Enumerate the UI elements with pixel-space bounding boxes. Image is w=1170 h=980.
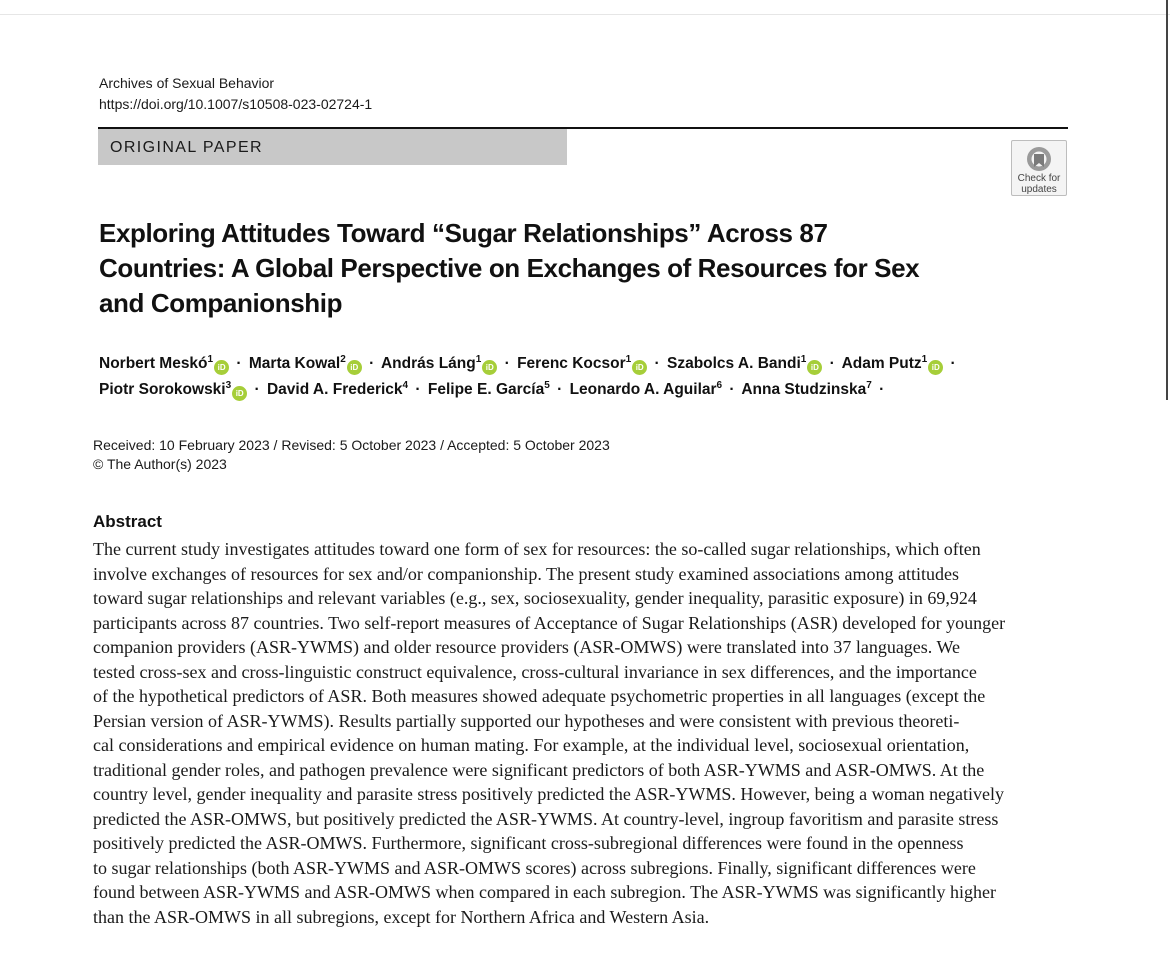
- author-separator: ·: [236, 355, 242, 372]
- doi-link[interactable]: https://doi.org/10.1007/s10508-023-02724-1: [99, 96, 373, 112]
- author[interactable]: Ferenc Kocsor$^1$iD: [517, 355, 647, 372]
- abstract-line: toward sugar relationships and relevant variables (e.g., sex, sociosexuality, gender inequality, parasitic exposure) in 69,924: [93, 588, 977, 608]
- journal-info: [99, 73, 372, 115]
- author-separator: ·: [829, 355, 835, 372]
- journal-name: Archives of Sexual Behavior: [99, 75, 275, 91]
- abstract-line: traditional gender roles, and pathogen prevalence were significant predictors of both ASR-YWMS and ASR-OMWS. At the: [93, 759, 985, 780]
- paper-title: [99, 216, 999, 321]
- abstract-line: to sugar relationships (both ASR-YWMS and ASR-OMWS scores) across subregions. Finally, significant differences were: [93, 857, 976, 878]
- orcid-icon[interactable]: iD: [807, 360, 822, 375]
- abstract-body: [93, 537, 1073, 929]
- abstract-line: predicted the ASR-OMWS, but positively predicted the ASR-YWMS. At country-level, ingroup favoritism and parasite stress: [93, 808, 999, 829]
- author[interactable]: Marta Kowal$^2$iD: [249, 355, 362, 372]
- abstract-line: participants across 87 countries. Two self-report measures of Acceptance of Sugar Relationships (ASR) developed for younger: [93, 612, 1006, 633]
- section-label: ORIGINAL PAPER: [98, 129, 567, 165]
- abstract-line: tested cross-sex and cross-linguistic construct equivalence, cross-cultural invariance in sex differences, and the importance: [93, 661, 977, 682]
- orcid-icon[interactable]: iD: [347, 360, 362, 375]
- orcid-icon[interactable]: iD: [214, 360, 229, 375]
- title-line: Exploring Attitudes Toward “Sugar Relationships” Across 87: [99, 218, 828, 248]
- author[interactable]: Felipe E. García$^5$: [427, 380, 550, 398]
- author-separator: ·: [729, 381, 735, 398]
- abstract-line: country level, gender inequality and parasite stress positively predicted the ASR-YWMS. However, being a woman negatively: [93, 784, 1005, 804]
- abstract-line: positively predicted the ASR-OMWS. Furthermore, significant cross-subregional differences were found in the openness: [93, 833, 964, 853]
- abstract-line: Persian version of ASR-YWMS). Results partially supported our hypotheses and were consistent with previous theoreti-: [93, 710, 960, 731]
- abstract-line: found between ASR-YWMS and ASR-OMWS when compared in each subregion. The ASR-YWMS was significantly higher: [93, 882, 997, 902]
- author-separator: ·: [654, 355, 660, 372]
- author-separator: ·: [369, 355, 375, 372]
- author[interactable]: Szabolcs A. Bandi$^1$iD: [667, 355, 822, 372]
- author[interactable]: András Láng$^1$iD: [381, 355, 497, 372]
- author-line-1: [99, 351, 1039, 377]
- check-for-updates-badge[interactable]: [1011, 140, 1067, 196]
- date-history: Received: 10 February 2023 / Revised: 5 October 2023 / Accepted: 5 October 2023: [93, 437, 610, 453]
- title-line: Countries: A Global Perspective on Exchanges of Resources for Sex: [99, 253, 920, 283]
- abstract-heading: Abstract: [93, 512, 162, 531]
- abstract-line: companion providers (ASR-YWMS) and older resource providers (ASR-OMWS) were translated into 37 languages. We: [93, 637, 961, 657]
- badge-line-2: updates: [1021, 184, 1057, 195]
- abstract-line: involve exchanges of resources for sex and/or companionship. The present study examined associations among attitudes: [93, 563, 959, 584]
- abstract-line: cal considerations and empirical evidence on human mating. For example, at the individual level, sociosexual orientation,: [93, 735, 970, 755]
- badge-line-1: Check for: [1017, 173, 1061, 184]
- right-border: [1166, 0, 1168, 400]
- author[interactable]: David A. Frederick$^4$: [266, 380, 409, 398]
- author-line-2: [99, 377, 1039, 403]
- orcid-icon[interactable]: iD: [928, 360, 943, 375]
- top-border: [0, 14, 1170, 15]
- author-separator: ·: [557, 381, 563, 398]
- check-for-updates-icon: [1024, 145, 1054, 173]
- orcid-icon[interactable]: iD: [632, 360, 647, 375]
- author[interactable]: Anna Studzinska$^7$: [741, 380, 872, 398]
- orcid-icon[interactable]: iD: [482, 360, 497, 375]
- copyright: © The Author(s) 2023: [93, 456, 227, 472]
- article-dates: [93, 436, 610, 474]
- author-separator: ·: [254, 381, 260, 398]
- author-separator: ·: [950, 355, 956, 372]
- author-separator: ·: [504, 355, 510, 372]
- author-list: [99, 351, 1039, 403]
- author[interactable]: Leonardo A. Aguilar$^6$: [569, 380, 723, 398]
- abstract-line: of the hypothetical predictors of ASR. Both measures showed adequate psychometric properties in all languages (except the: [93, 686, 986, 706]
- abstract-line: than the ASR-OMWS in all subregions, except for Northern Africa and Western Asia.: [93, 906, 710, 927]
- abstract-line: The current study investigates attitudes toward one form of sex for resources: the so-called sugar relationships, which often: [93, 539, 981, 559]
- author-separator: ·: [415, 381, 421, 398]
- author[interactable]: Piotr Sorokowski$^3$iD: [99, 381, 247, 398]
- author[interactable]: Adam Putz$^1$iD: [842, 355, 944, 372]
- orcid-icon[interactable]: iD: [232, 386, 247, 401]
- author-separator: ·: [879, 381, 885, 398]
- title-line: and Companionship: [99, 288, 343, 318]
- author[interactable]: Norbert Meskó$^1$iD: [99, 355, 229, 372]
